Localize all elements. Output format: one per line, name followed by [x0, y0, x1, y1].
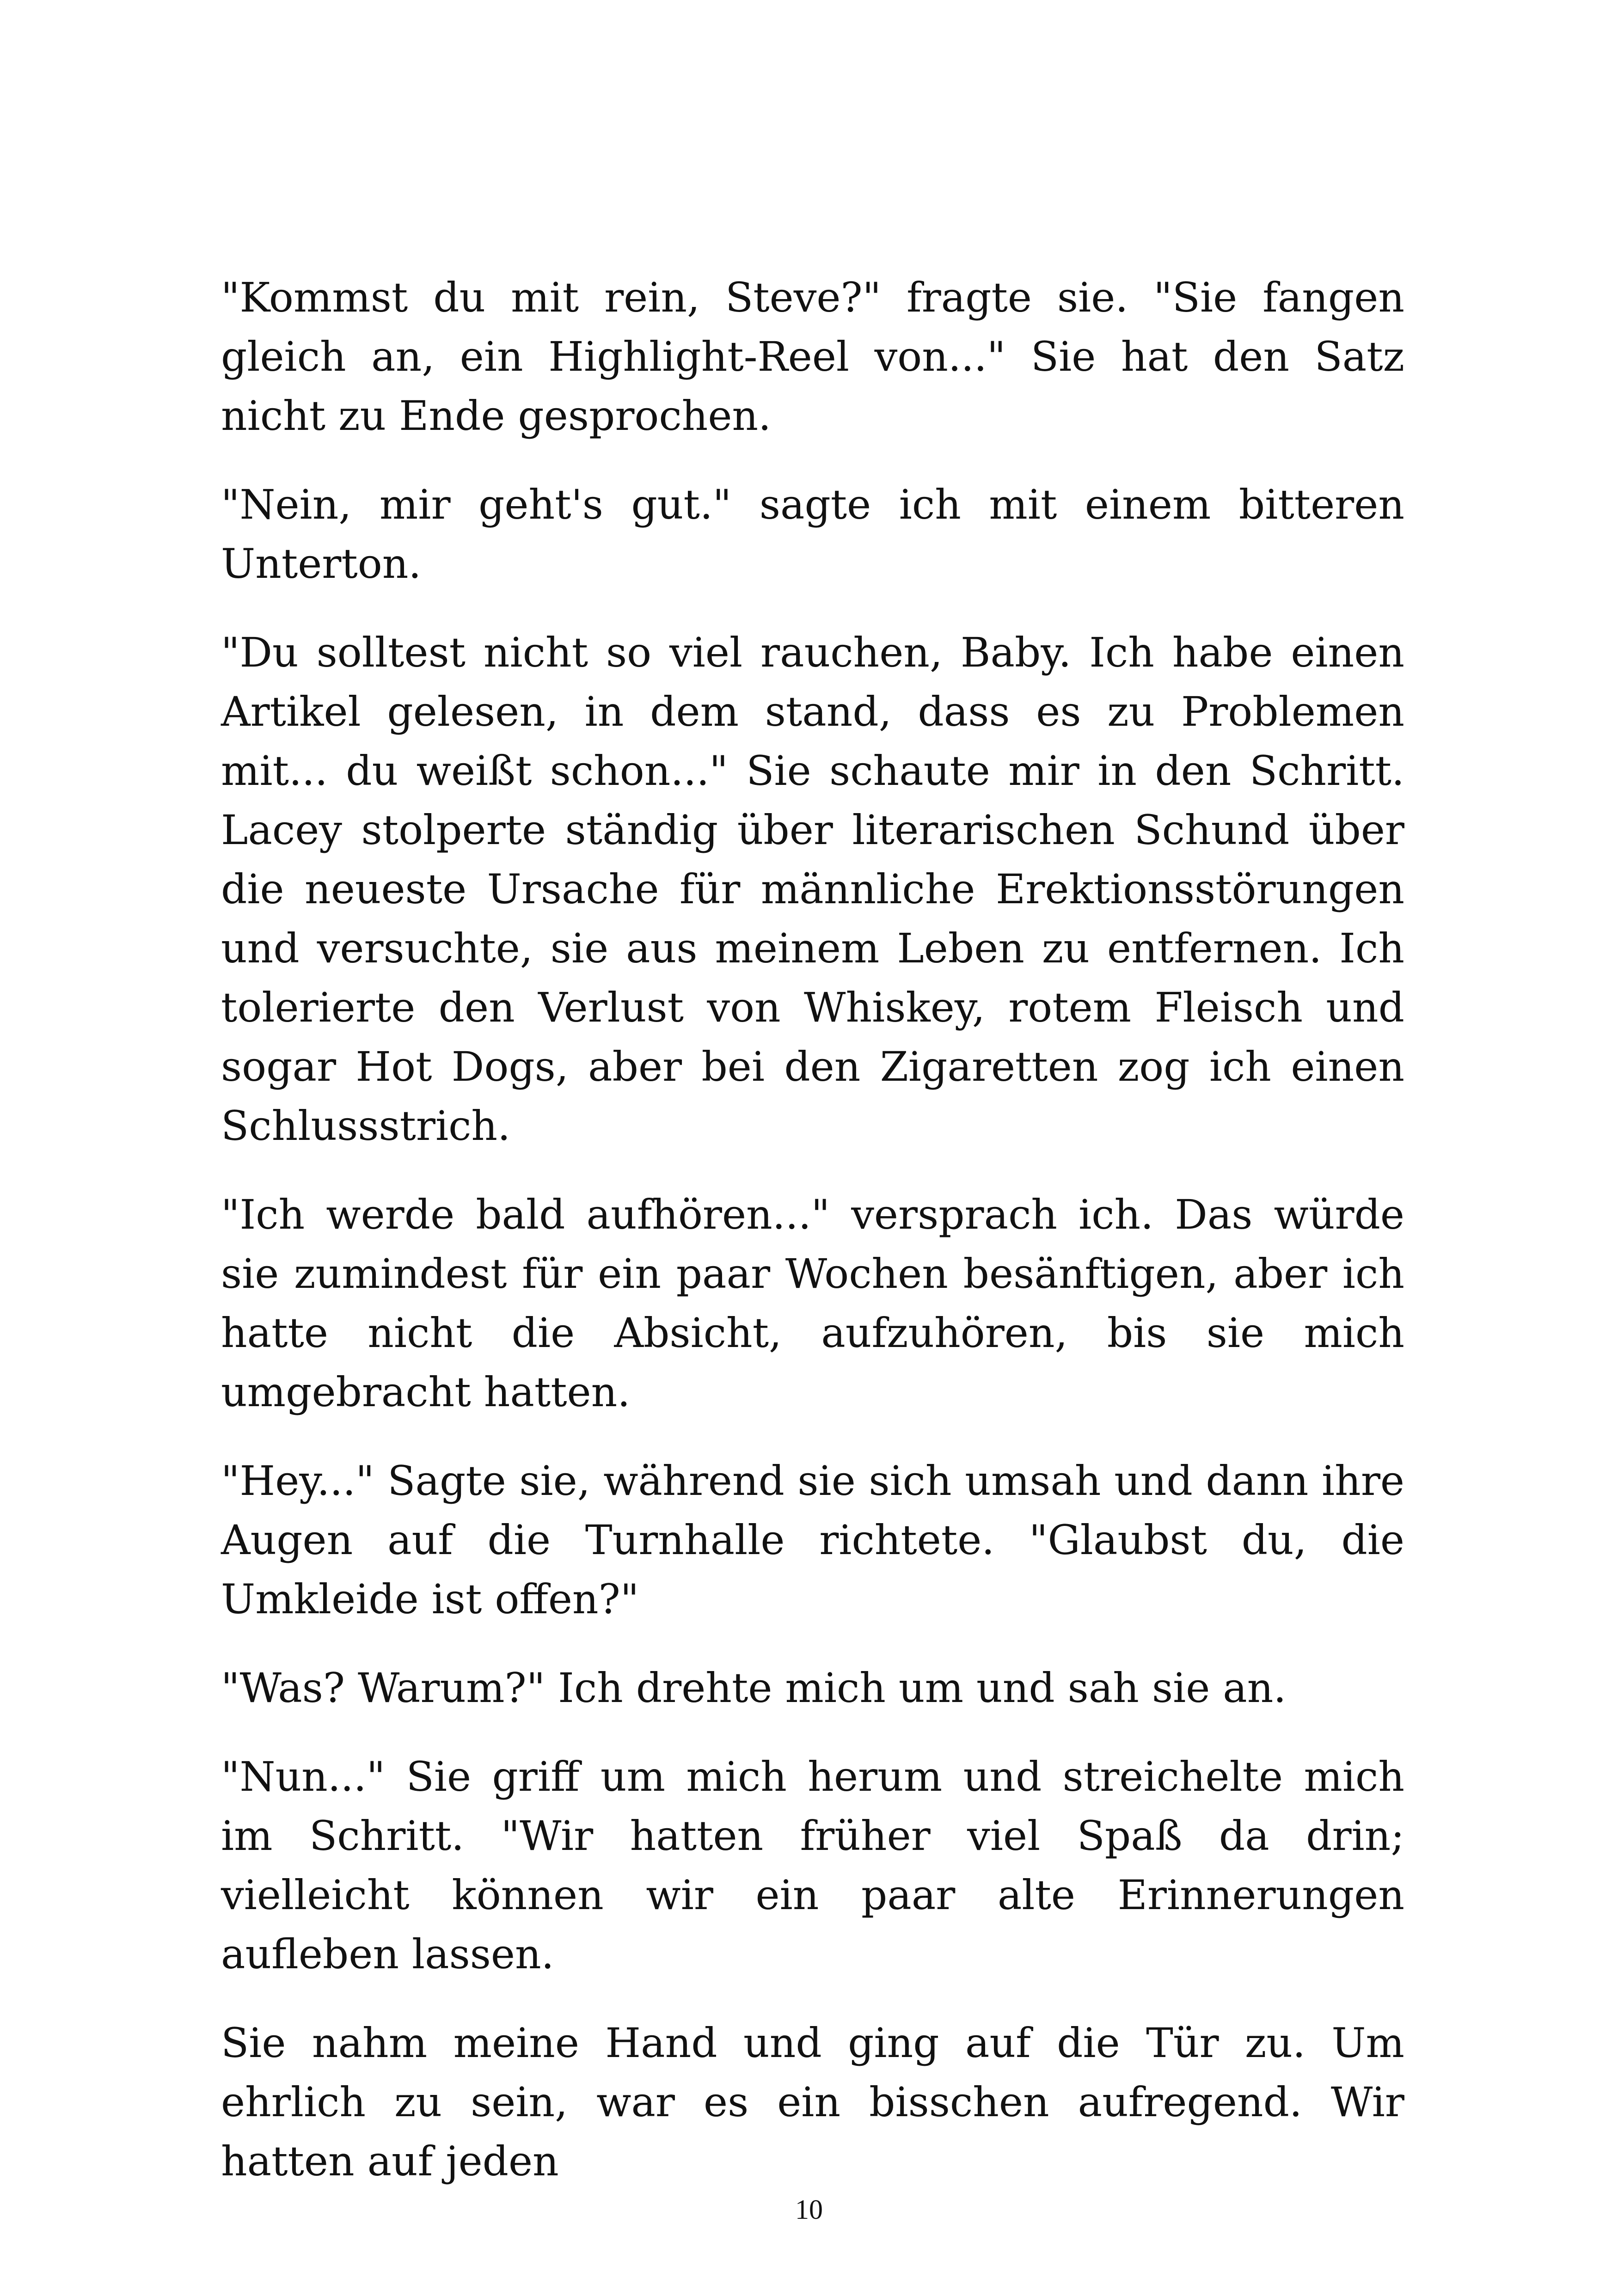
paragraph: Sie nahm meine Hand und ging auf die Tür zu. Um ehrlich zu sein, war es ein bisschen aufregend. Wir hatten auf jeden — [221, 2019, 1404, 2185]
paragraph: "Hey..." Sagte sie, während sie sich umsah und dann ihre Augen auf die Turnhalle richtete. "Glaubst du, die Umkleide ist offen?" — [221, 1457, 1404, 1623]
body-text — [221, 268, 1404, 2191]
paragraph: "Nein, mir geht's gut." sagte ich mit einem bitteren Unterton. — [221, 481, 1404, 588]
paragraph: "Kommst du mit rein, Steve?" fragte sie. "Sie fangen gleich an, ein Highlight-Reel von..." Sie hat den Satz nicht zu Ende gesprochen. — [221, 274, 1404, 440]
paragraph: "Ich werde bald aufhören..." versprach ich. Das würde sie zumindest für ein paar Wochen besänftigen, aber ich hatte nicht die Absicht, aufzuhören, bis sie mich umgebracht hatten. — [221, 1191, 1404, 1416]
paragraph: "Nun..." Sie griff um mich herum und streichelte mich im Schritt. "Wir hatten früher viel Spaß da drin; vielleicht können wir ein paar alte Erinnerungen aufleben lassen. — [221, 1753, 1404, 1978]
paragraph: "Du solltest nicht so viel rauchen, Baby. Ich habe einen Artikel gelesen, in dem stand, dass es zu Problemen mit... du weißt schon..." Sie schaute mir in den Schritt. Lacey stolperte ständig über literarischen Schund über die neueste Ursache für männliche Erektionsstörungen und versuchte, sie aus meinem Leben zu entfernen. Ich tolerierte den Verlust von Whiskey, rotem Fleisch und sogar Hot Dogs, aber bei den Zigaretten zog ich einen Schlussstrich. — [221, 629, 1404, 1150]
page-number: 10 — [795, 2194, 823, 2225]
paragraph: "Was? Warum?" Ich drehte mich um und sah sie an. — [221, 1664, 1287, 1712]
